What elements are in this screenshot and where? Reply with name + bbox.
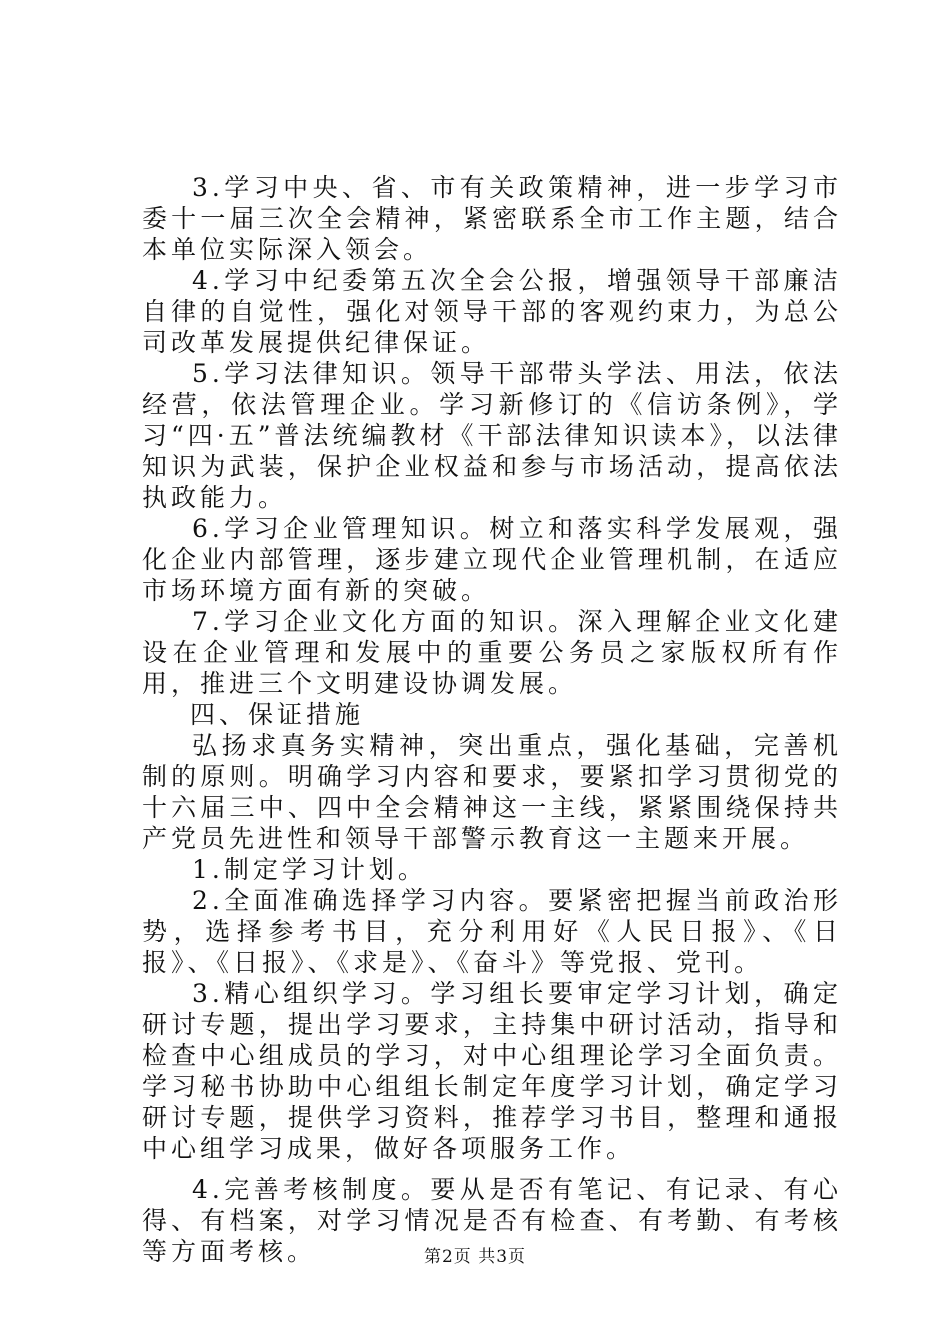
- document-body: [142, 172, 842, 1267]
- page-footer: 第2页 共3页: [423, 1247, 527, 1267]
- measure-item-1: 1.制定学习计划。: [192, 855, 427, 884]
- section-intro-paragraph: 弘扬求真务实精神，突出重点，强化基础，完善机制的原则。明确学习内容和要求，要紧扣学习贯彻党的十六届三中、四中全会精神这一主线，紧紧围绕保持共产党员先进性和领导干部警示教育这一主题来开展。: [142, 731, 842, 853]
- measure-item-4: 4.完善考核制度。要从是否有笔记、有记录、有心得、有档案，对学习情况是否有检查、有考勤、有考核等方面考核。: [142, 1175, 842, 1266]
- paragraph-item-3: 3.学习中央、省、市有关政策精神，进一步学习市委十一届三次全会精神，紧密联系全市工作主题，结合本单位实际深入领会。: [142, 173, 842, 264]
- paragraph-item-6: 6.学习企业管理知识。树立和落实科学发展观，强化企业内部管理，逐步建立现代企业管理机制，在适应市场环境方面有新的突破。: [142, 514, 842, 605]
- paragraph-item-5: 5.学习法律知识。领导干部带头学法、用法，依法经营，依法管理企业。学习新修订的《信访条例》，学习“四·五”普法统编教材《干部法律知识读本》，以法律知识为武装，保护企业权益和参与市场活动，提高依法执政能力。: [142, 359, 843, 512]
- section-heading: 四、保证措施: [190, 700, 365, 729]
- measure-item-3: 3.精心组织学习。学习组长要审定学习计划，确定研讨专题，提出学习要求，主持集中研讨活动，指导和检查中心组成员的学习，对中心组理论学习全面负责。学习秘书协助中心组组长制定年度学习计划，确定学习研讨专题，提供学习资料，推荐学习书目，整理和通报中心组学习成果，做好各项服务工作。: [142, 979, 842, 1163]
- paragraph-item-4: 4.学习中纪委第五次全会公报，增强领导干部廉洁自律的自觉性，强化对领导干部的客观约束力，为总公司改革发展提供纪律保证。: [142, 266, 842, 357]
- paragraph-item-7: 7.学习企业文化方面的知识。深入理解企业文化建设在企业管理和发展中的重要公务员之家版权所有作用，推进三个文明建设协调发展。: [142, 607, 842, 698]
- measure-item-2: 2.全面准确选择学习内容。要紧密把握当前政治形势，选择参考书目，充分利用好《人民日报》、《日报》、《日报》、《求是》、《奋斗》等党报、党刊。: [142, 886, 842, 977]
